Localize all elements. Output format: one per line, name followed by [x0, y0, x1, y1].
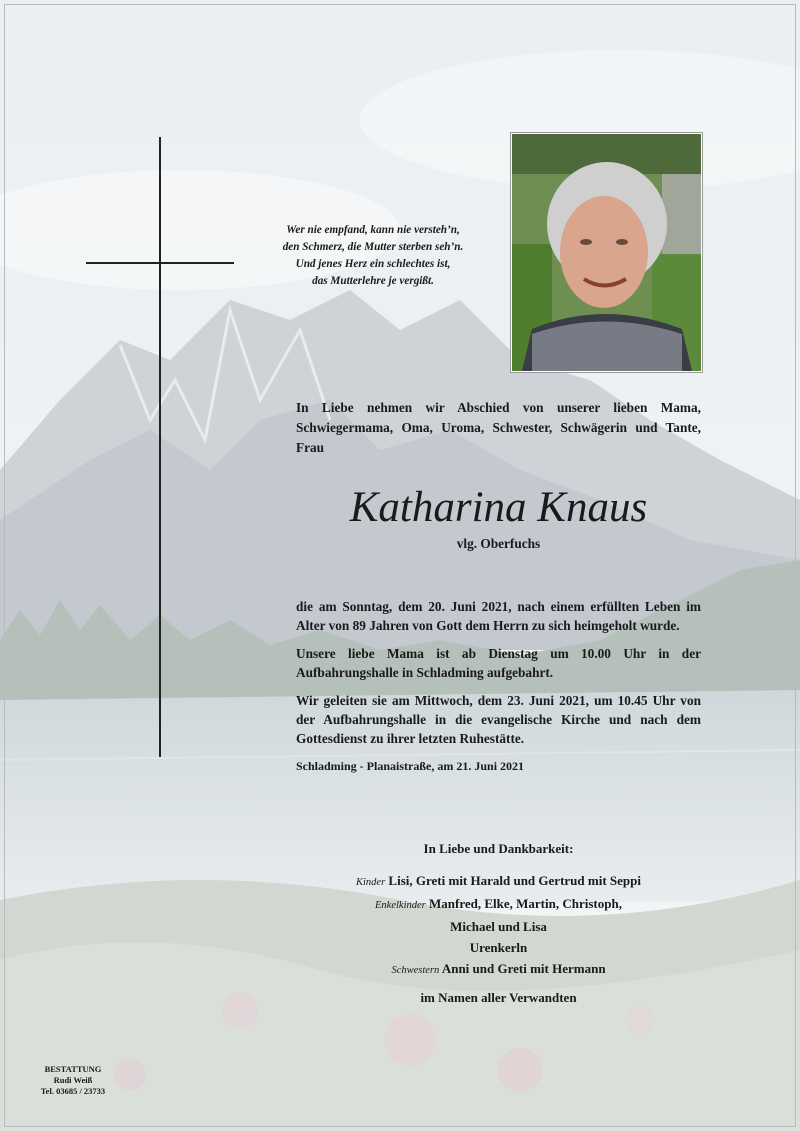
obituary-text	[296, 597, 701, 785]
poem-line: Wer nie empfand, kann nie versteh’n,	[286, 224, 460, 236]
sisters-label: Schwestern	[391, 965, 440, 976]
sisters-names: Anni und Greti mit Hermann	[441, 961, 606, 976]
viewing-paragraph: Unsere liebe Mama ist ab Dienstag um 10.00 Uhr in der Aufbahrungshalle in Schladming aufgebahrt.	[296, 646, 701, 680]
poem-line: Und jenes Herz ein schlechtes ist,	[295, 258, 451, 270]
cross-horizontal-bar	[86, 262, 234, 264]
undertaker-name: Rudi Weiß	[53, 1075, 93, 1085]
funeral-paragraph: Wir geleiten sie am Mittwoch, dem 23. Juni 2021, um 10.45 Uhr von der Aufbahrungshalle in die evangelische Kirche und nach dem Gottesdienst zu ihrer letzten Ruhestätte.	[296, 693, 701, 746]
mourners-sisters	[296, 958, 701, 981]
poem-line: den Schmerz, die Mutter sterben seh’n.	[282, 241, 464, 253]
deceased-name: Katharina Knaus	[349, 484, 648, 531]
undertaker-phone: Tel. 03685 / 23733	[40, 1086, 106, 1096]
mourners-children	[296, 870, 701, 893]
cross-vertical-bar	[159, 137, 161, 757]
mourners-section	[296, 838, 701, 1008]
memorial-poem	[258, 222, 488, 290]
place-date: Schladming - Planaistraße, am 21. Juni 2021	[296, 759, 525, 773]
poem-line: das Mutterlehre je vergißt.	[312, 275, 434, 287]
portrait-photo	[511, 133, 702, 372]
death-notice-paragraph: die am Sonntag, dem 20. Juni 2021, nach einem erfüllten Leben im Alter von 89 Jahren von Gott dem Herrn zu sich heimgeholt wurde.	[296, 599, 701, 633]
mourners-grandchildren	[296, 893, 701, 916]
closing-line: im Namen aller Verwandten	[420, 990, 577, 1005]
house-name: vlg. Oberfuchs	[456, 536, 541, 551]
undertaker-info	[26, 1064, 120, 1097]
children-names: Lisi, Greti mit Harald und Gertrud mit Seppi	[388, 873, 641, 888]
grandchildren-names-continued: Michael und Lisa	[450, 919, 547, 934]
mourners-heading: In Liebe und Dankbarkeit:	[423, 841, 574, 856]
great-grandchild: Urenkerln	[469, 940, 528, 955]
undertaker-title: BESTATTUNG	[44, 1064, 102, 1074]
children-label: Kinder	[356, 877, 386, 888]
grandchildren-names: Manfred, Elke, Martin, Christoph,	[429, 896, 622, 911]
farewell-intro: In Liebe nehmen wir Abschied von unserer lieben Mama, Schwiegermama, Oma, Uroma, Schwester, Schwägerin und Tante, Frau	[296, 400, 701, 455]
grandchildren-label: Enkelkinder	[375, 900, 426, 911]
